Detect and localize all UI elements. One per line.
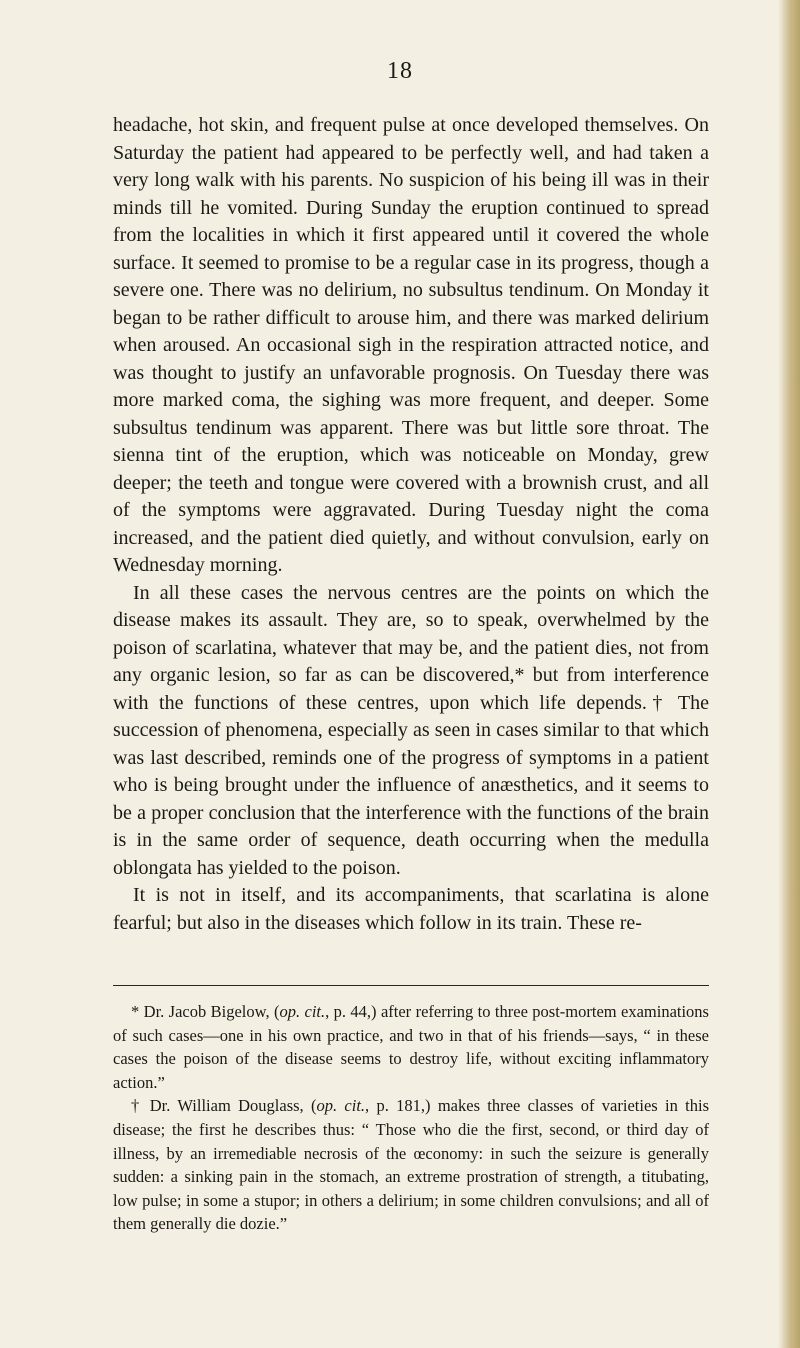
footnote-1-text: , p. 44,) after referring to three post-mortem examinations of such cases—one in his own practice, and two in that of his friends—says, “ in these cases the poison of the disease seems to destroy life, without exciting inflammatory action.” bbox=[113, 1002, 709, 1092]
footnote-2 bbox=[113, 1094, 709, 1236]
footnote-1-citation: op. cit. bbox=[279, 1002, 326, 1021]
footnote-2-lead: † Dr. William Douglass, ( bbox=[131, 1096, 317, 1116]
page-number: 18 bbox=[387, 58, 413, 84]
page-edge-shadow bbox=[778, 0, 800, 1348]
footnote-1 bbox=[113, 1000, 709, 1094]
footnote-2-citation: op. cit. bbox=[316, 1096, 366, 1116]
body-text bbox=[113, 112, 709, 937]
paragraph-1: headache, hot skin, and frequent pulse at once developed themselves. On Saturday the patient had appeared to be perfectly well, and had taken a very long walk with his parents. No suspicion of his being ill was in their minds till he vomited. During Sunday the eruption continued to spread from the localities in which it first appeared until it covered the whole surface. It seemed to promise to be a regular case in its progress, though a severe one. There was no delirium, no subsultus tendinum. On Monday it began to be rather difficult to arouse him, and there was marked delirium when aroused. An occasional sigh in the respiration attracted notice, and was thought to justify an unfavorable prognosis. On Tuesday there was more marked coma, the sighing was more frequent, and deeper. Some subsultus tendinum was apparent. There was but little sore throat. The sienna tint of the eruption, which was noticeable on Monday, grew deeper; the teeth and tongue were covered with a brownish crust, and all of the symptoms were aggravated. During Tuesday night the coma increased, and the patient died quietly, and without convulsion, early on Wednesday morning. bbox=[113, 114, 709, 576]
footnote-divider bbox=[113, 985, 709, 986]
paragraph-2: In all these cases the nervous centres are the points on which the disease makes its assault. They are, so to speak, overwhelmed by the poison of scarlatina, whatever that may be, and the patient dies, not from any organic lesion, so far as can be discovered,* but from interference with the functions of these centres, upon which life depends.† The succession of phenomena, especially as seen in cases similar to that which was last described, reminds one of the progress of symptoms in a patient who is being brought under the influence of anæsthetics, and it seems to be a proper conclusion that the interference with the functions of the brain is in the same order of sequence, death occurring when the medulla oblongata has yielded to the poison. bbox=[113, 581, 709, 879]
footnote-2-text: , p. 181,) makes three classes of varieties in this disease; the first he describes thus: “ Those who die the first, second, or third day of illness, by an irremediable necrosis of the œconomy: in such the seizure is generally sudden: a sinking pain in the stomach, an extreme prostration of strength, a titubating, low pulse; in some a stupor; in others a delirium; in some children convulsions; and all of them generally die dozie.” bbox=[113, 1096, 709, 1234]
footnote-1-lead: * Dr. Jacob Bigelow, ( bbox=[131, 1002, 280, 1021]
footnotes bbox=[113, 1000, 709, 1236]
paragraph-3: It is not in itself, and its accompaniments, that scarlatina is alone fearful; but also in the diseases which follow in its train. These re- bbox=[113, 884, 709, 934]
